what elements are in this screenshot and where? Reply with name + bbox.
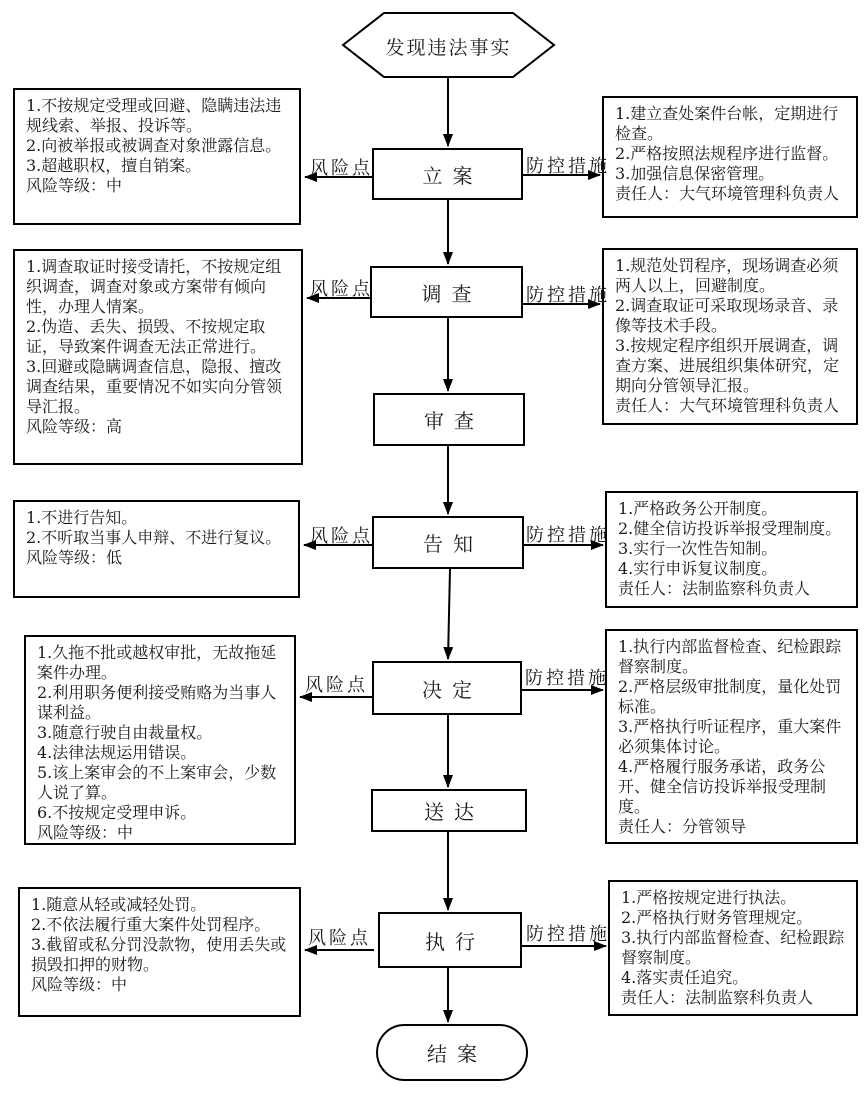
- edge-label-risk-decision: 风险点: [305, 675, 368, 696]
- text-line: 2.调查取证可采取现场录音、录像等技术手段。: [615, 296, 839, 335]
- text-line: 3.回避或隐瞒调查信息，隐报、擅改调查结果，重要情况不如实向分管领导汇报。: [26, 357, 283, 416]
- risk-box-decision: [24, 635, 296, 845]
- edge-label-control-filing: 防控措施: [526, 156, 610, 177]
- text-line: 责任人：大气环境管理科负责人: [615, 396, 840, 415]
- stage-node-filing: [372, 148, 523, 200]
- text-line: 4.落实责任追究。: [621, 968, 749, 987]
- edge-label-control-decision: 防控措施: [525, 668, 609, 689]
- text-line: 1.建立查处案件台帐，定期进行检查。: [615, 104, 839, 143]
- stage-node-execution: [378, 912, 522, 968]
- text-line: 风险等级：中: [26, 176, 123, 195]
- stage-label-filing: 立案: [422, 163, 483, 188]
- text-line: 1.调查取证时接受请托，不按规定组织调查，调查对象或方案带有倾向性，办理人情案。: [26, 257, 282, 316]
- stage-label-delivery: 送达: [424, 800, 484, 824]
- edge-label-risk-execution: 风险点: [308, 928, 371, 949]
- text-line: 4.严格履行服务承诺，政务公开、健全信访投诉举报受理制度。: [618, 757, 827, 816]
- end-node: [376, 1024, 528, 1081]
- control-box-decision: [605, 629, 858, 844]
- control-box-investigation: [602, 248, 858, 425]
- text-line: 2.严格层级审批制度，量化处罚标准。: [618, 677, 842, 716]
- risk-box-notification: [13, 500, 300, 598]
- text-line: 4.法律法规运用错误。: [37, 743, 197, 762]
- text-line: 1.规范处罚程序，现场调查必须两人以上，回避制度。: [615, 256, 839, 295]
- text-line: 5.该上案审会的不上案审会，少数人说了算。: [37, 763, 277, 802]
- text-line: 风险等级：高: [26, 417, 123, 436]
- text-line: 责任人：法制监察科负责人: [621, 988, 814, 1007]
- text-line: 6.不按规定受理申诉。: [37, 803, 197, 822]
- text-line: 3.随意行驶自由裁量权。: [37, 723, 213, 742]
- stage-label-decision: 决定: [422, 677, 482, 702]
- text-line: 3.截留或私分罚没款物，使用丢失或损毁扣押的财物。: [31, 935, 287, 974]
- edge-label-risk-investigation: 风险点: [310, 279, 373, 300]
- text-line: 4.实行申诉复议制度。: [618, 559, 778, 578]
- text-line: 2.严格执行财务管理规定。: [621, 908, 813, 927]
- text-line: 1.严格按规定进行执法。: [621, 888, 797, 907]
- text-line: 3.实行一次性告知制。: [618, 539, 778, 558]
- text-line: 2.利用职务便利接受贿赂为当事人谋利益。: [37, 683, 277, 722]
- text-line: 2.健全信访投诉举报受理制度。: [618, 519, 842, 538]
- text-line: 3.加强信息保密管理。: [615, 164, 775, 183]
- stage-label-investigation: 调查: [421, 281, 482, 306]
- text-line: 1.不按规定受理或回避、隐瞒违法违规线索、举报、投诉等。: [26, 96, 282, 135]
- text-line: 2.不听取当事人申辩、不进行复议。: [26, 528, 282, 547]
- stage-node-decision: [372, 661, 522, 715]
- stage-node-notification: [372, 516, 524, 569]
- text-line: 2.伪造、丢失、损毁、不按规定取证，导致案件调查无法正常进行。: [26, 317, 267, 356]
- text-line: 责任人：分管领导: [618, 817, 747, 836]
- control-box-notification: [605, 491, 858, 608]
- text-line: 3.执行内部监督检查、纪检跟踪督察制度。: [621, 928, 845, 967]
- text-line: 2.向被举报或被调查对象泄露信息。: [26, 136, 282, 155]
- control-box-execution: [608, 880, 858, 1016]
- stage-label-notification: 告知: [423, 532, 483, 556]
- risk-box-filing: [13, 88, 301, 225]
- control-box-filing: [602, 96, 858, 218]
- text-line: 责任人：大气环境管理科负责人: [615, 184, 840, 203]
- text-line: 1.久拖不批或越权审批，无故拖延案件办理。: [37, 643, 277, 682]
- edge-label-control-execution: 防控措施: [526, 924, 610, 945]
- edge-label-risk-notification: 风险点: [310, 526, 373, 547]
- edge-label-control-investigation: 防控措施: [526, 285, 610, 306]
- text-line: 风险等级：低: [26, 548, 123, 567]
- start-node: 发现违法事实: [385, 37, 512, 59]
- risk-box-execution: [18, 887, 301, 1017]
- text-line: 2.不依法履行重大案件处罚程序。: [31, 915, 271, 934]
- edge-label-control-notification: 防控措施: [526, 525, 610, 546]
- edge-label-risk-filing: 风险点: [310, 158, 373, 179]
- stage-node-delivery: [371, 789, 527, 832]
- stage-label-review: 审查: [424, 409, 484, 433]
- text-line: 1.严格政务公开制度。: [618, 499, 778, 518]
- stage-label-execution: 执行: [425, 929, 485, 954]
- text-line: 风险等级：中: [37, 823, 134, 842]
- text-line: 1.执行内部监督检查、纪检跟踪督察制度。: [618, 637, 842, 676]
- arrow-notification-to-decision: [448, 569, 450, 659]
- risk-box-investigation: [13, 249, 303, 465]
- text-line: 1.随意从轻或减轻处罚。: [31, 895, 207, 914]
- stage-node-investigation: [370, 266, 523, 318]
- text-line: 3.严格执行听证程序，重大案件必须集体讨论。: [618, 717, 842, 756]
- text-line: 2.严格按照法规程序进行监督。: [615, 144, 839, 163]
- text-line: 风险等级：中: [31, 975, 128, 994]
- text-line: 责任人：法制监察科负责人: [618, 579, 811, 598]
- text-line: 3.按规定程序组织开展调查，调查方案、进展组织集体研究，定期向分管领导汇报。: [615, 336, 840, 395]
- text-line: 1.不进行告知。: [26, 508, 138, 527]
- stage-node-review: [373, 393, 525, 446]
- text-line: 3.超越职权，擅自销案。: [26, 156, 202, 175]
- end-node-label: 结案: [427, 1042, 487, 1066]
